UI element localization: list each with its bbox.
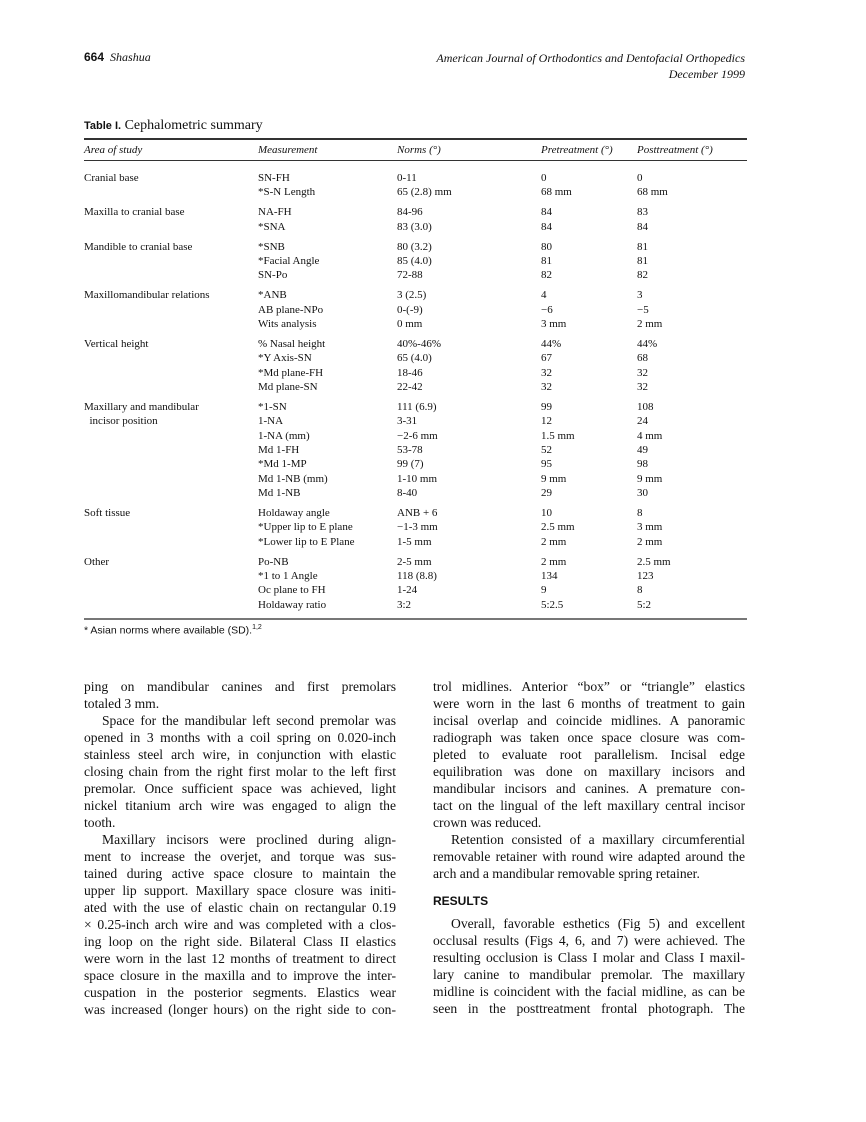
norm: 18-46 [397,366,423,379]
posttreatment-value: 8 [637,584,643,597]
measurement: *1-SN [258,401,287,414]
area-of-study [84,317,258,331]
posttreatment-value: 8 [637,507,643,520]
measurement: SN-Po [258,269,288,282]
table-group [84,171,747,200]
area-of-study [84,486,258,500]
norm: 72-88 [397,269,423,282]
norm: 22-42 [397,381,423,394]
page-number: 664 [84,50,105,64]
pretreatment-value: 3 mm [541,318,567,331]
table-row [84,171,747,185]
pretreatment-value: 9 [541,584,547,597]
measurement: Md 1-FH [258,444,300,457]
text-line: × 0.25-inch arch wire and was completed with a clos- [84,917,396,932]
column-header: Area of study [84,144,143,156]
posttreatment-value: 32 [637,366,648,379]
table-group [84,337,747,394]
area-of-study [84,220,258,234]
table-row [84,555,747,569]
text-line: stainless steel arch wire, in conjunction with elastic [84,747,396,762]
column-header: Pretreatment (°) [541,144,613,156]
measurement: % Nasal height [258,338,326,351]
area-of-study [84,520,258,534]
area-of-study [84,366,258,380]
table-row [84,443,747,457]
table-group [84,205,747,234]
area-of-study [84,598,258,612]
text-line: seen in the posttreatment frontal photograph. The [433,1001,745,1016]
table-body [84,171,747,618]
table-row [84,351,747,365]
posttreatment-value: 2 mm [637,318,663,331]
measurement: Holdaway angle [258,507,330,520]
table-row [84,486,747,500]
text-line: incisal overlap and coincide midlines. A panoramic [433,713,745,728]
norm: 8-40 [397,486,418,499]
area-of-study: Maxillary and mandibular [84,401,199,414]
text-line: upper lip support. Maxillary space closure was initi- [84,883,396,898]
norm: 1-5 mm [397,535,432,548]
area-of-study [84,254,258,268]
table-row [84,303,747,317]
posttreatment-value: 9 mm [637,472,663,485]
text-line: trol midlines. Anterior “box” or “triangle” elastics [433,679,745,694]
area-of-study: Soft tissue [84,507,131,520]
text-line: crown was reduced. [433,815,542,830]
posttreatment-value: 82 [637,269,648,282]
measurement: 1-NA (mm) [258,429,310,442]
text-line: ated with the use of elastic chain on rectangular 0.19 [84,900,396,915]
table-row [84,520,747,534]
posttreatment-value: 0 [637,172,643,184]
area-of-study [84,429,258,443]
text-line: tained during active space closure to maintain the [84,866,396,881]
text-line: Space for the mandibular left second premolar was [102,713,396,728]
text-line: cuspation in the posterior segments. Elastics wear [84,985,396,1000]
text-line: tooth. [84,815,116,830]
posttreatment-value: 32 [637,381,648,394]
pretreatment-value: 80 [541,240,552,253]
norm: 99 (7) [397,458,424,471]
posttreatment-value: 98 [637,458,648,471]
column-header: Norms (°) [397,144,441,156]
norm: 118 (8.8) [397,570,437,582]
text-line: space closure in the maxilla and to improve the inter- [84,968,396,983]
text-line: midline is coincident with the facial midline, as can be [433,984,745,999]
text-line: equilibration was done on maxillary incisors and [433,764,745,779]
area-of-study [84,472,258,486]
area-of-study [84,457,258,471]
norm: 83 (3.0) [397,220,432,233]
pretreatment-value: 68 mm [541,186,572,199]
table-row [84,240,747,254]
posttreatment-value: 68 [637,352,648,365]
pretreatment-value: 5:2.5 [541,598,564,611]
column-header: Measurement [258,144,318,156]
text-line: pleted to evaluate root parallelism. Incisal edge [433,747,745,762]
pretreatment-value: 32 [541,366,552,379]
table-header-rule [84,160,747,161]
pretreatment-value: 2.5 mm [541,521,575,534]
table-group [84,400,747,500]
posttreatment-value: 4 mm [637,429,663,442]
cephalometric-table [84,138,747,636]
body-text-left-column [84,678,396,1018]
pretreatment-value: 4 [541,289,547,302]
table-row [84,535,747,549]
table-label: Table I. [84,120,122,132]
measurement: *Lower lip to E Plane [258,535,355,548]
table-row [84,366,747,380]
table-row [84,583,747,597]
posttreatment-value: 2 mm [637,535,663,548]
posttreatment-value: 108 [637,401,654,414]
area-of-study [84,268,258,282]
area-of-study [84,569,258,583]
measurement: Md plane-SN [258,381,318,394]
text-line: nickel titanium arch wire was engaged to align the [84,798,396,813]
area-of-study: Vertical height [84,338,149,351]
area-of-study [84,351,258,365]
text-line: mandibular incisors and canines. A premature con- [433,781,745,796]
pretreatment-value: 12 [541,415,552,428]
measurement: *1 to 1 Angle [258,570,318,582]
measurement: *Md 1-MP [258,458,307,471]
table-group [84,288,747,331]
measurement: SN-FH [258,172,290,184]
author: Shashua [110,50,151,64]
measurement: Holdaway ratio [258,598,327,611]
measurement: Po-NB [258,555,289,568]
text-line: were worn in the last 12 months of treatment to direct [84,951,396,966]
area-of-study: Other [84,555,110,568]
running-header-left [84,50,151,65]
table-group [84,240,747,283]
table-row [84,288,747,302]
norm: 65 (4.0) [397,352,432,365]
pretreatment-value: 44% [541,338,562,351]
pretreatment-value: 32 [541,381,552,394]
measurement: *ANB [258,289,287,302]
norm: 85 (4.0) [397,255,432,268]
posttreatment-value: 5:2 [637,598,652,611]
norm: 0-(-9) [397,303,423,316]
area-of-study: Maxillomandibular relations [84,289,210,302]
norm: 3-31 [397,415,418,428]
table-row [84,268,747,282]
table-row [84,317,747,331]
posttreatment-value: 44% [637,338,658,351]
posttreatment-value: −5 [637,303,649,316]
area-of-study: Cranial base [84,172,139,184]
pretreatment-value: 0 [541,172,547,184]
text-line: was increased (longer hours) on the right side to con- [84,1002,396,1017]
norm: 3:2 [397,598,412,611]
pretreatment-value: 134 [541,570,558,582]
posttreatment-value: 83 [637,206,648,219]
text-line: lary canine to mandibular premolar. The maxillary [433,967,745,982]
table-row [84,337,747,351]
measurement: *Md plane-FH [258,366,324,379]
area-of-study: Mandible to cranial base [84,240,193,253]
table-row [84,185,747,199]
area-of-study: incisor position [84,415,158,428]
table-row [84,569,747,583]
measurement: *Upper lip to E plane [258,521,353,534]
table-row [84,205,747,219]
pretreatment-value: 9 mm [541,472,567,485]
pretreatment-value: 52 [541,444,552,457]
table-caption [84,118,263,134]
norm: 2-5 mm [397,555,432,568]
pretreatment-value: 2 mm [541,555,567,568]
norm: 3 (2.5) [397,289,427,302]
table-row [84,400,747,414]
column-header: Posttreatment (°) [637,144,713,156]
pretreatment-value: 1.5 mm [541,429,575,442]
area-of-study [84,535,258,549]
table-bottom-rule [84,618,747,620]
text-line: closing chain from the right first molar to the left first [84,764,396,779]
measurement: Md 1-NB (mm) [258,472,328,485]
measurement: *S-N Length [258,186,316,199]
text-line: resulting occlusion is Class I molar and Class I maxil- [433,950,745,965]
posttreatment-value: 49 [637,444,648,457]
section-heading-results: RESULTS [433,894,489,908]
text-line: ping on mandibular canines and first premolars [84,679,396,694]
posttreatment-value: 84 [637,220,648,233]
journal-title: American Journal of Orthodontics and Dentofacial Orthopedics [436,51,745,65]
text-line: opened in 3 months with a coil spring on 0.020-inch [84,730,396,745]
text-line: ing loop on the right side. Bilateral Class II elastics [84,934,396,949]
area-of-study [84,583,258,597]
table-row [84,220,747,234]
norm: 1-10 mm [397,472,438,485]
running-header-right [436,50,745,82]
norm: 84-96 [397,206,423,219]
norm: 65 (2.8) mm [397,186,452,199]
table-footnote [84,624,747,637]
table-group [84,506,747,549]
text-line: arch and a mandibular removable spring retainer. [433,866,700,881]
posttreatment-value: 68 mm [637,186,668,199]
pretreatment-value: 67 [541,352,552,365]
table-row [84,506,747,520]
measurement: *Facial Angle [258,255,320,268]
table-group [84,555,747,612]
text-line: were worn in the last 6 months of treatment to gain [433,696,745,711]
text-line: Overall, favorable esthetics (Fig 5) and excellent [451,916,745,931]
area-of-study: Maxilla to cranial base [84,206,185,219]
pretreatment-value: 2 mm [541,535,567,548]
area-of-study [84,185,258,199]
text-line: totaled 3 mm. [84,696,160,711]
pretreatment-value: 29 [541,486,552,499]
posttreatment-value: 3 mm [637,521,663,534]
measurement: AB plane-NPo [258,303,324,316]
pretreatment-value: 95 [541,458,552,471]
norm: 80 (3.2) [397,240,432,253]
text-line: ment to increase the overjet, and torque was sus- [84,849,396,864]
footnote-text: * Asian norms where available (SD). [84,624,253,637]
body-text-right-column [433,678,745,1017]
issue-date: December 1999 [668,67,745,81]
table-header-row [84,140,747,160]
posttreatment-value: 30 [637,486,648,499]
table-row [84,472,747,486]
norm: ANB + 6 [397,507,438,520]
table-row [84,380,747,394]
text-line: removable retainer with round wire adapted around the [433,849,745,864]
text-line: premolar. Once sufficient space was achieved, light [84,781,396,796]
pretreatment-value: 84 [541,206,552,219]
text-line: occlusal results (Figs 4, 6, and 7) were achieved. The [433,933,745,948]
norm: 1-24 [397,584,418,597]
measurement: *SNB [258,240,285,253]
pretreatment-value: 99 [541,401,552,414]
table-row [84,457,747,471]
posttreatment-value: 81 [637,255,648,268]
measurement: Oc plane to FH [258,584,326,597]
text-line: tact on the lingual of the left maxillary central incisor [433,798,745,813]
measurement: *Y Axis-SN [258,352,312,365]
norm: 53-78 [397,444,423,457]
pretreatment-value: 81 [541,255,552,268]
table-row [84,254,747,268]
footnote-refs: 1,2 [252,623,262,631]
measurement: NA-FH [258,206,292,219]
norm: 111 (6.9) [397,401,437,414]
text-line: Retention consisted of a maxillary circumferential [451,832,745,847]
pretreatment-value: 82 [541,269,552,282]
norm: 40%-46% [397,338,441,351]
area-of-study [84,443,258,457]
table-title: Cephalometric summary [124,118,263,133]
table-row [84,598,747,612]
norm: −1-3 mm [397,521,438,534]
posttreatment-value: 123 [637,570,654,582]
area-of-study [84,380,258,394]
norm: −2-6 mm [397,429,438,442]
measurement: 1-NA [258,415,284,428]
posttreatment-value: 3 [637,289,643,302]
text-line: Maxillary incisors were proclined during align- [102,832,396,847]
posttreatment-value: 81 [637,240,648,253]
norm: 0 mm [397,318,423,331]
pretreatment-value: 10 [541,507,552,520]
pretreatment-value: −6 [541,303,553,316]
text-line: radiograph was taken once space closure was com- [433,730,745,745]
table-row [84,414,747,428]
posttreatment-value: 24 [637,415,648,428]
posttreatment-value: 2.5 mm [637,555,671,568]
measurement: Wits analysis [258,318,317,331]
measurement: *SNA [258,220,286,233]
norm: 0-11 [397,172,417,184]
measurement: Md 1-NB [258,486,301,499]
area-of-study [84,303,258,317]
pretreatment-value: 84 [541,220,552,233]
table-row [84,429,747,443]
